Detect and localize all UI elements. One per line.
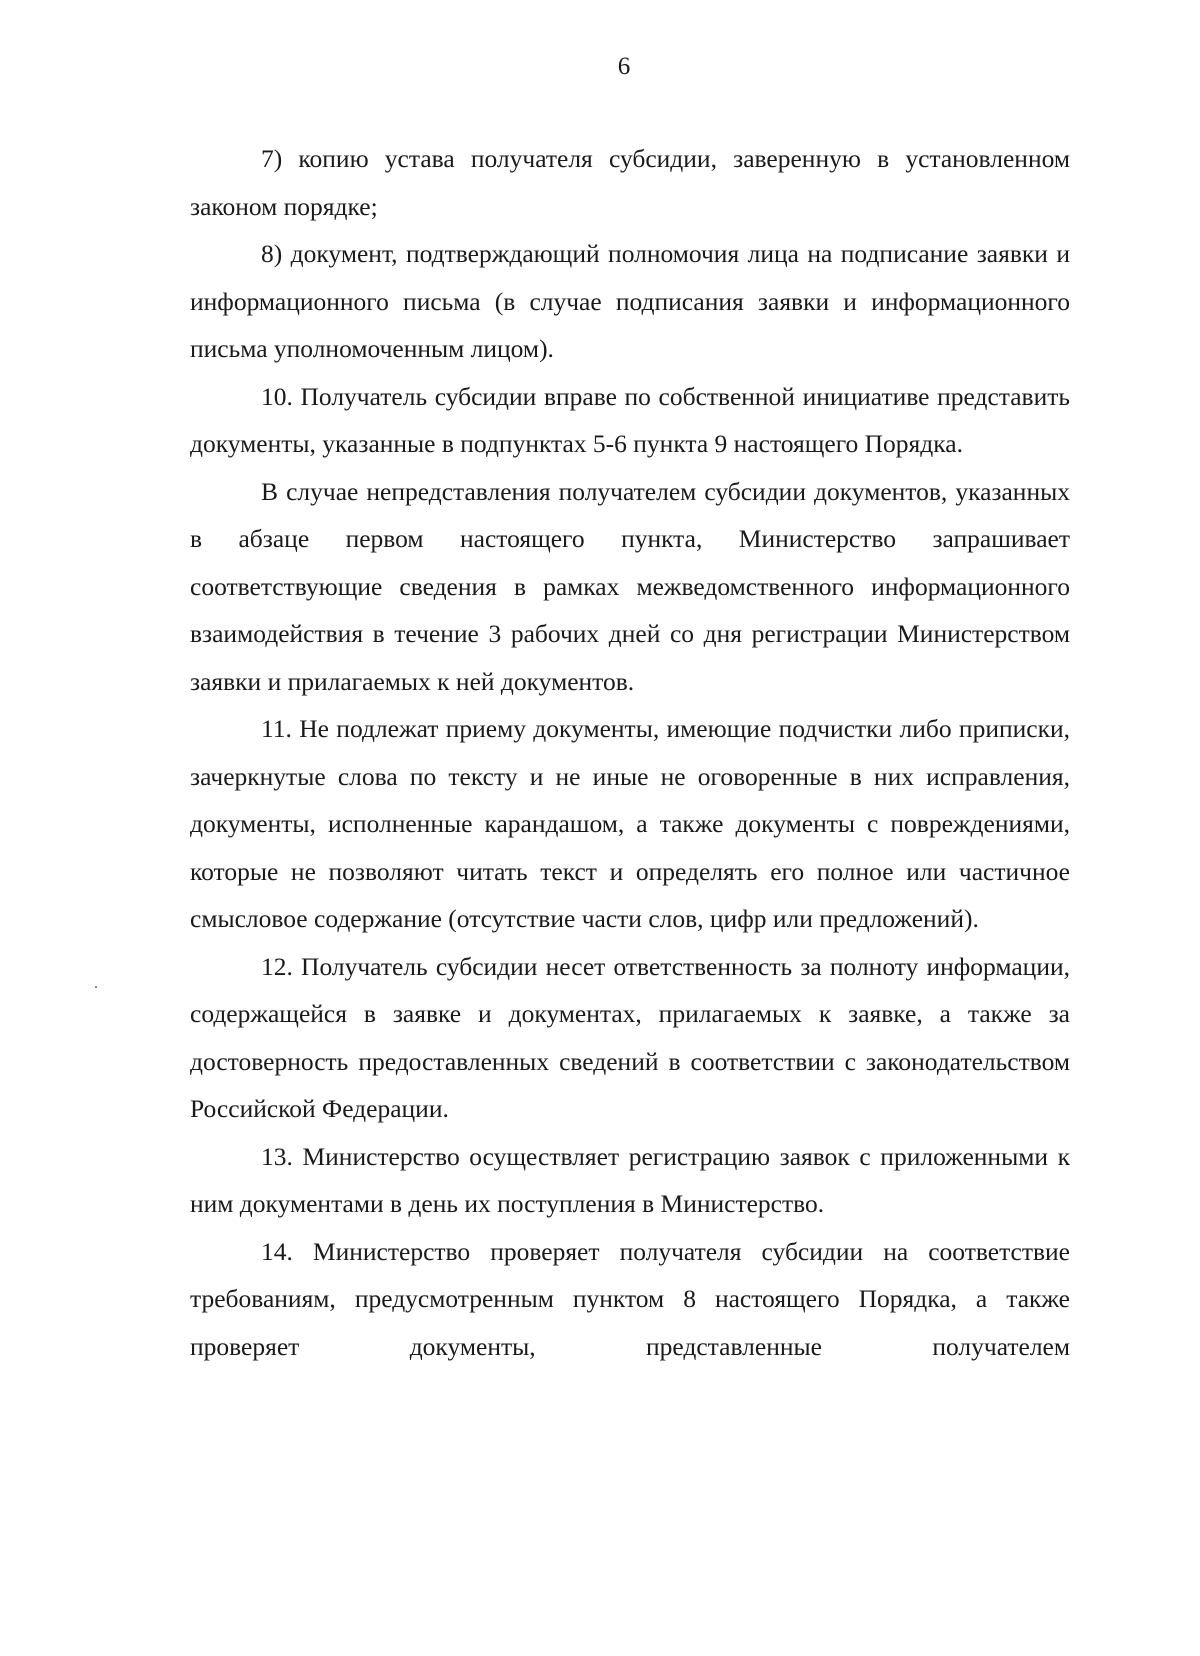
paragraph-point-11: 11. Не подлежат приему документы, имеющие подчистки либо приписки, зачеркнутые слова по тексту и не иные не оговоренные в них исправления, документы, исполненные карандашом, а также документы с повреждениями, которые не позволяют читать текст и определять его полное или частичное смысловое содержание (отсутствие части слов, цифр или предложений). <box>190 714 1070 933</box>
document-body <box>190 135 1070 1370</box>
paragraph-item-8: 8) документ, подтверждающий полномочия лица на подписание заявки и информационного письма (в случае подписания заявки и информационного письма уполномоченным лицом). <box>190 239 1070 363</box>
scan-artifact-dot <box>95 986 97 988</box>
paragraph-point-13: 13. Министерство осуществляет регистрацию заявок с приложенными к ним документами в день их поступления в Министерство. <box>190 1141 1070 1218</box>
paragraph-point-10: 10. Получатель субсидии вправе по собственной инициативе представить документы, указанные в подпунктах 5-6 пункта 9 настоящего Порядка. <box>190 381 1070 458</box>
paragraph-point-12: 12. Получатель субсидии несет ответственность за полноту информации, содержащейся в заявке и документах, прилагаемых к заявке, а также за достоверность предоставленных сведений в соответствии с законодательством Российской Федерации. <box>190 951 1070 1123</box>
page-number: 6 <box>617 53 631 80</box>
paragraph-point-14: 14. Министерство проверяет получателя субсидии на соответствие требованиям, предусмотренным пунктом 8 настоящего Порядка, а также проверяет документы, представленные получателем <box>190 1236 1070 1361</box>
paragraph-item-7: 7) копию устава получателя субсидии, заверенную в установленном законом порядке; <box>190 144 1070 221</box>
paragraph-point-10-absence: В случае непредставления получателем субсидии документов, указанных в абзаце первом настоящего пункта, Министерство запрашивает соответствующие сведения в рамках межведомственного информационного взаимодействия в течение 3 рабочих дней со дня регистрации Министерством заявки и прилагаемых к ней документов. <box>190 476 1070 696</box>
